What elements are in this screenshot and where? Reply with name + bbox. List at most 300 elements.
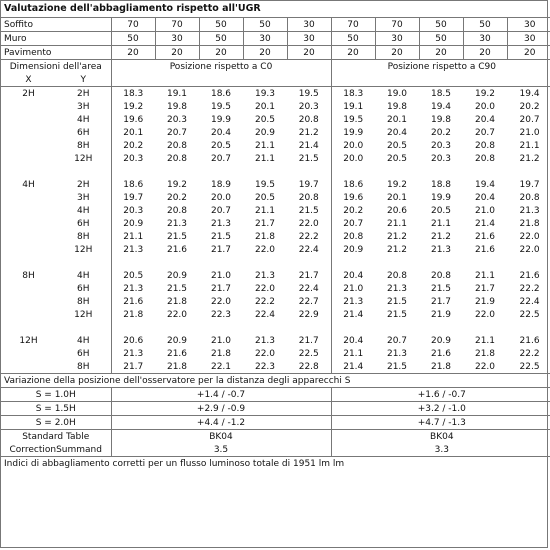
reflectance-value: 20	[287, 46, 331, 60]
c0-label: Posizione rispetto a C0	[111, 60, 331, 74]
reflectance-value: 20	[199, 46, 243, 60]
standard-table-label: Standard Table	[22, 431, 90, 442]
standard-table-row	[1, 430, 550, 444]
ugr-value-c0: 22.2	[298, 231, 319, 242]
ugr-value-c90: 18.6	[331, 178, 375, 191]
table-row	[1, 230, 550, 243]
ugr-value-c90: 20.2	[430, 127, 452, 138]
ugr-value-c90: 19.4	[430, 101, 452, 112]
ugr-value-c0: 21.5	[166, 283, 188, 294]
title-row	[1, 1, 550, 18]
ugr-value-c0: 21.3	[254, 335, 276, 346]
ugr-value-c0: 19.8	[166, 101, 188, 112]
variation-title-row	[1, 374, 550, 388]
variation-c0: +1.4 / -0.7	[111, 388, 331, 402]
ugr-value-c0: 21.8	[111, 308, 155, 321]
table-row	[1, 139, 550, 152]
ugr-value-c90: 21.2	[519, 153, 540, 164]
ugr-value-c0: 21.8	[166, 296, 188, 307]
ugr-value-c0: 22.4	[254, 309, 276, 320]
y-dimension: 6H	[77, 218, 90, 229]
ugr-value-c90: 20.7	[331, 217, 375, 230]
ugr-value-c90: 21.1	[430, 218, 452, 229]
table-row	[1, 308, 550, 321]
correction-label: CorrectionSummand	[1, 443, 111, 457]
table-row	[1, 360, 550, 374]
reflectance-label: Soffito	[1, 18, 111, 32]
ugr-value-c0: 19.2	[166, 179, 188, 190]
y-dimension: 4H	[77, 335, 90, 346]
x-dimension	[1, 308, 56, 321]
y-dimension: 4H	[77, 270, 90, 281]
ugr-value-c90: 20.2	[519, 101, 540, 112]
ugr-value-c0: 19.6	[111, 113, 155, 126]
correction-c90: 3.3	[331, 443, 550, 457]
ugr-value-c0: 20.0	[210, 192, 232, 203]
x-dimension	[1, 360, 56, 374]
reflectance-value: 70	[111, 18, 155, 32]
reflectance-value: 50	[463, 18, 507, 32]
table-row	[1, 269, 550, 282]
dimensions-label: Dimensioni dell'area	[9, 61, 102, 72]
reflectance-value: 30	[155, 32, 199, 46]
ugr-value-c90: 20.5	[386, 140, 408, 151]
ugr-value-c90: 19.2	[474, 88, 496, 99]
table-row	[1, 126, 550, 139]
x-dimension	[1, 230, 56, 243]
y-dimension: 4H	[77, 114, 90, 125]
spacing-label: S = 2.0H	[1, 416, 111, 430]
ugr-value-c90: 22.0	[519, 231, 540, 242]
ugr-value-c0: 20.5	[254, 114, 276, 125]
ugr-value-c90: 21.1	[474, 270, 496, 281]
ugr-value-c0: 20.5	[111, 269, 155, 282]
ugr-value-c0: 22.4	[298, 244, 319, 255]
ugr-value-c0: 19.5	[254, 179, 276, 190]
footnote: Indici di abbagliamento corretti per un flusso luminoso totale di 1951 lm lm	[4, 458, 345, 469]
ugr-value-c0: 22.0	[254, 348, 276, 359]
x-dimension	[1, 152, 56, 165]
ugr-value-c90: 20.4	[474, 114, 496, 125]
variation-row	[1, 416, 550, 430]
ugr-value-c0: 22.3	[254, 361, 276, 372]
reflectance-value: 20	[507, 46, 550, 60]
ugr-value-c90: 19.9	[331, 126, 375, 139]
gap-cell	[1, 256, 111, 269]
ugr-value-c90: 19.1	[331, 100, 375, 113]
reflectance-row	[1, 18, 550, 32]
ugr-value-c0: 20.7	[166, 127, 188, 138]
ugr-value-c0: 21.1	[254, 140, 276, 151]
gap-cell	[1, 321, 111, 334]
table-row	[1, 191, 550, 204]
header-row	[1, 60, 550, 74]
y-dimension: 12H	[74, 309, 93, 320]
ugr-value-c0: 20.8	[166, 153, 188, 164]
x-dimension	[1, 217, 56, 230]
ugr-value-c0: 19.5	[298, 88, 319, 99]
ugr-value-c90: 20.8	[430, 270, 452, 281]
ugr-value-c0: 22.9	[298, 309, 319, 320]
x-label: X	[1, 73, 56, 87]
reflectance-value: 20	[331, 46, 375, 60]
variation-c90: +3.2 / -1.0	[331, 402, 550, 416]
ugr-value-c0: 21.7	[210, 244, 232, 255]
ugr-value-c0: 18.6	[210, 88, 232, 99]
ugr-value-c90: 20.7	[474, 127, 496, 138]
x-dimension	[1, 347, 56, 360]
ugr-value-c0: 20.1	[111, 126, 155, 139]
ugr-value-c90: 21.6	[430, 348, 452, 359]
reflectance-value: 30	[507, 32, 550, 46]
x-dimension	[1, 100, 56, 113]
reflectance-value: 20	[155, 46, 199, 60]
ugr-value-c0: 20.8	[298, 192, 319, 203]
reflectance-value: 30	[507, 18, 550, 32]
ugr-value-c90: 19.2	[386, 179, 408, 190]
ugr-value-c0: 21.8	[254, 231, 276, 242]
ugr-value-c90: 20.3	[430, 153, 452, 164]
ugr-value-c90: 20.8	[386, 270, 408, 281]
ugr-value-c0: 22.4	[298, 283, 319, 294]
ugr-value-c0: 21.7	[298, 335, 319, 346]
ugr-value-c0: 19.5	[210, 101, 232, 112]
variation-row	[1, 388, 550, 402]
ugr-value-c90: 21.1	[386, 218, 408, 229]
ugr-value-c90: 20.4	[474, 192, 496, 203]
y-dimension: 3H	[77, 101, 90, 112]
ugr-value-c90: 21.0	[474, 205, 496, 216]
ugr-value-c0: 20.1	[254, 101, 276, 112]
variation-row	[1, 402, 550, 416]
ugr-value-c90: 21.3	[430, 244, 452, 255]
ugr-value-c0: 21.3	[111, 282, 155, 295]
ugr-value-c90: 20.3	[430, 140, 452, 151]
ugr-value-c90: 22.4	[519, 296, 540, 307]
y-dimension: 8H	[77, 140, 90, 151]
ugr-value-c0: 22.0	[254, 244, 276, 255]
reflectance-value: 20	[375, 46, 419, 60]
table-row	[1, 152, 550, 165]
reflectance-value: 30	[287, 18, 331, 32]
ugr-value-c90: 20.6	[386, 205, 408, 216]
ugr-value-c0: 22.0	[210, 296, 232, 307]
ugr-value-c90: 21.9	[430, 309, 452, 320]
ugr-value-c90: 21.1	[474, 335, 496, 346]
x-dimension: 8H	[22, 270, 35, 281]
reflectance-label: Pavimento	[1, 46, 111, 60]
ugr-value-c0: 19.9	[210, 114, 232, 125]
ugr-value-c0: 21.8	[166, 361, 188, 372]
ugr-value-c90: 21.0	[331, 282, 375, 295]
ugr-value-c0: 21.5	[298, 153, 319, 164]
ugr-value-c0: 21.7	[210, 283, 232, 294]
ugr-value-c90: 20.4	[331, 334, 375, 347]
table-row	[1, 282, 550, 295]
ugr-value-c0: 20.9	[166, 270, 188, 281]
x-dimension	[1, 126, 56, 139]
y-label: Y	[56, 73, 111, 87]
ugr-value-c90: 20.1	[386, 114, 408, 125]
ugr-value-c90: 20.7	[386, 335, 408, 346]
x-dimension: 12H	[19, 335, 38, 346]
ugr-value-c90: 20.0	[331, 152, 375, 165]
table-row	[1, 87, 550, 101]
reflectance-value: 20	[419, 46, 463, 60]
gap-cell	[331, 256, 550, 269]
ugr-value-c90: 22.0	[474, 309, 496, 320]
reflectance-label: Muro	[1, 32, 111, 46]
table-row	[1, 204, 550, 217]
ugr-value-c90: 20.5	[430, 205, 452, 216]
ugr-value-c0: 20.7	[210, 205, 232, 216]
reflectance-value: 70	[375, 18, 419, 32]
ugr-table	[1, 1, 550, 470]
ugr-value-c0: 22.2	[254, 296, 276, 307]
ugr-value-c0: 20.5	[210, 140, 232, 151]
ugr-value-c90: 20.4	[331, 269, 375, 282]
ugr-value-c90: 20.8	[519, 192, 540, 203]
ugr-value-c90: 21.8	[519, 218, 540, 229]
spacing-label: S = 1.5H	[1, 402, 111, 416]
ugr-value-c0: 22.0	[254, 283, 276, 294]
ugr-value-c90: 21.0	[519, 127, 540, 138]
ugr-value-c0: 21.5	[210, 231, 232, 242]
page-title: Valutazione dell'abbagliamento rispetto all'UGR	[1, 1, 550, 18]
table-row	[1, 217, 550, 230]
ugr-value-c0: 21.1	[111, 230, 155, 243]
ugr-value-c90: 20.0	[474, 101, 496, 112]
reflectance-value: 30	[463, 32, 507, 46]
correction-c0: 3.5	[111, 443, 331, 457]
ugr-value-c0: 22.3	[210, 309, 232, 320]
c90-spacer	[331, 73, 550, 87]
ugr-value-c0: 21.5	[298, 205, 319, 216]
ugr-value-c90: 21.7	[430, 296, 452, 307]
ugr-value-c90: 21.9	[474, 296, 496, 307]
ugr-value-c0: 22.5	[298, 348, 319, 359]
ugr-value-c90: 20.2	[331, 204, 375, 217]
ugr-value-c90: 21.5	[386, 309, 408, 320]
y-dimension: 8H	[77, 296, 90, 307]
ugr-value-c90: 22.2	[519, 348, 540, 359]
ugr-value-c0: 19.7	[298, 179, 319, 190]
ugr-value-c0: 21.3	[111, 347, 155, 360]
ugr-value-c0: 21.6	[166, 244, 188, 255]
ugr-value-c90: 21.3	[519, 205, 540, 216]
ugr-value-c90: 21.6	[474, 231, 496, 242]
reflectance-value: 50	[111, 32, 155, 46]
ugr-value-c0: 21.3	[166, 218, 188, 229]
ugr-value-c90: 20.0	[331, 139, 375, 152]
ugr-value-c90: 22.0	[474, 361, 496, 372]
variation-c90: +1.6 / -0.7	[331, 388, 550, 402]
group-gap	[1, 321, 550, 334]
ugr-value-c90: 22.5	[519, 309, 540, 320]
ugr-value-c0: 20.6	[111, 334, 155, 347]
header-row-xy	[1, 73, 550, 87]
ugr-value-c90: 21.4	[331, 360, 375, 374]
ugr-value-c0: 18.9	[210, 179, 232, 190]
ugr-value-c90: 20.8	[331, 230, 375, 243]
x-dimension	[1, 191, 56, 204]
ugr-value-c0: 20.8	[166, 140, 188, 151]
ugr-value-c90: 20.9	[331, 243, 375, 256]
ugr-value-c0: 22.8	[298, 361, 319, 372]
gap-cell	[111, 165, 331, 178]
ugr-value-c0: 20.3	[111, 152, 155, 165]
y-dimension: 6H	[77, 127, 90, 138]
variation-label: Variazione della posizione dell'osservatore per la distanza degli apparecchi S	[1, 374, 550, 388]
ugr-value-c0: 21.0	[210, 270, 232, 281]
reflectance-value: 50	[199, 18, 243, 32]
reflectance-row	[1, 46, 550, 60]
ugr-value-c0: 20.9	[111, 217, 155, 230]
ugr-value-c90: 21.5	[386, 296, 408, 307]
ugr-value-c90: 21.5	[386, 361, 408, 372]
spacing-label: S = 1.0H	[1, 388, 111, 402]
ugr-value-c0: 21.7	[111, 360, 155, 374]
ugr-value-c0: 21.6	[166, 348, 188, 359]
ugr-value-c0: 20.2	[166, 192, 188, 203]
table-row	[1, 113, 550, 126]
ugr-value-c0: 20.3	[111, 204, 155, 217]
standard-table-c0: BK04	[111, 430, 331, 444]
ugr-value-c0: 20.5	[254, 192, 276, 203]
group-gap	[1, 256, 550, 269]
c90-label: Posizione rispetto a C90	[331, 60, 550, 74]
ugr-value-c0: 21.6	[111, 295, 155, 308]
ugr-value-c90: 21.2	[386, 231, 408, 242]
standard-table-c90: BK04	[331, 430, 550, 444]
gap-cell	[111, 256, 331, 269]
ugr-value-c0: 20.2	[111, 139, 155, 152]
y-dimension: 8H	[77, 231, 90, 242]
ugr-value-c90: 21.3	[386, 348, 408, 359]
ugr-value-c90: 21.2	[430, 231, 452, 242]
x-dimension	[1, 282, 56, 295]
c0-spacer	[111, 73, 331, 87]
y-dimension: 2H	[77, 88, 90, 99]
y-dimension: 6H	[77, 348, 90, 359]
ugr-value-c90: 20.1	[386, 192, 408, 203]
x-dimension	[1, 204, 56, 217]
y-dimension: 3H	[77, 192, 90, 203]
ugr-value-c90: 20.9	[430, 335, 452, 346]
table-row	[1, 295, 550, 308]
ugr-value-c90: 21.2	[386, 244, 408, 255]
reflectance-value: 30	[243, 32, 287, 46]
ugr-value-c0: 21.8	[210, 348, 232, 359]
x-dimension	[1, 243, 56, 256]
ugr-value-c0: 21.4	[298, 140, 319, 151]
x-dimension	[1, 295, 56, 308]
reflectance-value: 30	[287, 32, 331, 46]
ugr-value-c0: 20.7	[210, 153, 232, 164]
ugr-value-c0: 21.2	[298, 127, 319, 138]
ugr-value-c90: 21.4	[474, 218, 496, 229]
ugr-value-c90: 19.8	[430, 114, 452, 125]
ugr-value-c90: 21.1	[519, 140, 540, 151]
table-row	[1, 347, 550, 360]
ugr-value-c0: 22.7	[298, 296, 319, 307]
ugr-value-c90: 19.8	[386, 101, 408, 112]
ugr-value-c0: 21.7	[298, 270, 319, 281]
ugr-value-c0: 21.7	[254, 218, 276, 229]
ugr-value-c90: 21.7	[474, 283, 496, 294]
y-dimension: 4H	[77, 205, 90, 216]
table-row	[1, 100, 550, 113]
ugr-value-c90: 21.6	[474, 244, 496, 255]
y-dimension: 2H	[77, 179, 90, 190]
ugr-value-c90: 18.5	[430, 88, 452, 99]
ugr-value-c90: 21.1	[331, 347, 375, 360]
gap-cell	[111, 321, 331, 334]
ugr-value-c0: 19.3	[254, 88, 276, 99]
ugr-value-c0: 21.1	[254, 153, 276, 164]
ugr-value-c90: 18.3	[331, 87, 375, 101]
ugr-value-c0: 20.4	[210, 127, 232, 138]
ugr-value-c90: 20.8	[474, 140, 496, 151]
reflectance-value: 70	[331, 18, 375, 32]
x-dimension	[1, 139, 56, 152]
gap-cell	[1, 165, 111, 178]
reflectance-value: 20	[111, 46, 155, 60]
y-dimension: 8H	[77, 361, 90, 372]
y-dimension: 12H	[74, 153, 93, 164]
ugr-value-c90: 19.4	[474, 179, 496, 190]
ugr-value-c0: 20.9	[166, 335, 188, 346]
ugr-value-c0: 19.7	[111, 191, 155, 204]
ugr-value-c0: 21.3	[254, 270, 276, 281]
reflectance-value: 30	[375, 32, 419, 46]
reflectance-value: 50	[419, 32, 463, 46]
ugr-value-c0: 21.0	[210, 335, 232, 346]
y-dimension: 6H	[77, 283, 90, 294]
ugr-value-c0: 20.8	[166, 205, 188, 216]
ugr-value-c0: 18.3	[111, 87, 155, 101]
ugr-value-c90: 21.8	[474, 348, 496, 359]
variation-c0: +4.4 / -1.2	[111, 416, 331, 430]
ugr-value-c0: 20.8	[298, 114, 319, 125]
ugr-value-c90: 21.3	[331, 295, 375, 308]
ugr-value-c0: 21.5	[166, 231, 188, 242]
ugr-value-c0: 22.1	[210, 361, 232, 372]
ugr-value-c0: 21.3	[210, 218, 232, 229]
ugr-value-c90: 20.7	[519, 114, 540, 125]
footnote-row	[1, 457, 550, 471]
ugr-value-c90: 19.7	[519, 179, 540, 190]
ugr-value-c0: 21.1	[254, 205, 276, 216]
table-row	[1, 243, 550, 256]
table-row	[1, 334, 550, 347]
ugr-value-c0: 19.2	[111, 100, 155, 113]
x-dimension: 4H	[22, 179, 35, 190]
x-dimension	[1, 113, 56, 126]
ugr-value-c90: 19.5	[331, 113, 375, 126]
ugr-value-c0: 22.0	[166, 309, 188, 320]
reflectance-value: 70	[155, 18, 199, 32]
reflectance-value: 50	[243, 18, 287, 32]
ugr-value-c90: 20.4	[386, 127, 408, 138]
ugr-value-c90: 21.6	[519, 335, 540, 346]
reflectance-value: 20	[463, 46, 507, 60]
reflectance-value: 50	[419, 18, 463, 32]
x-dimension: 2H	[22, 88, 35, 99]
correction-row	[1, 443, 550, 457]
variation-c0: +2.9 / -0.9	[111, 402, 331, 416]
table-row	[1, 178, 550, 191]
